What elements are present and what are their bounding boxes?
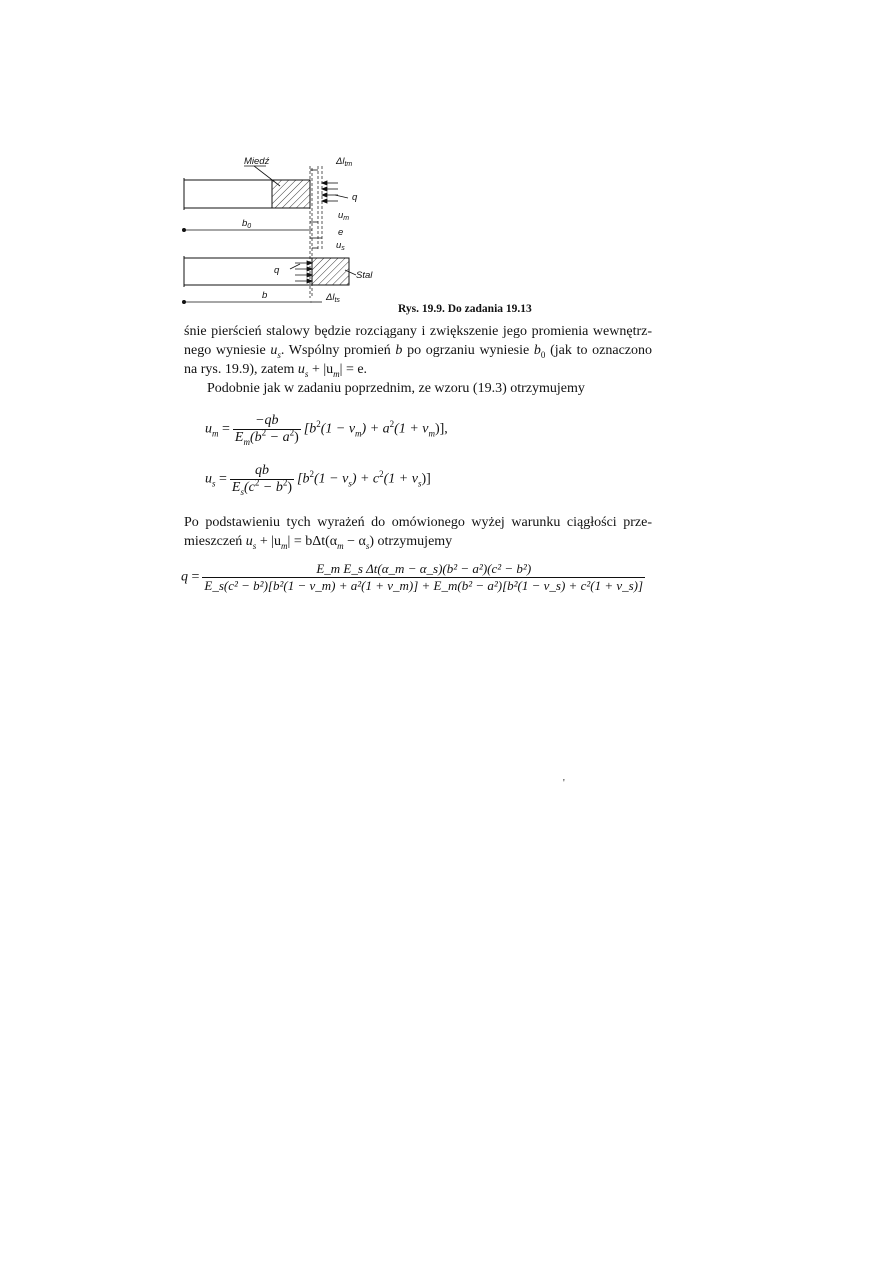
paragraph-2: Podobnie jak w zadaniu poprzednim, ze wzoru (19.3) otrzymujemy xyxy=(207,381,585,396)
equation-u-s: $u_s$ = $\frac{qb}{E_s(c^2 - b^2)}$ $[b^2(1 - \nu_s) + c^2(1 + \nu_s)]$ xyxy=(205,463,431,497)
label-q-top: q xyxy=(352,192,358,203)
ring-diagram-figure xyxy=(170,150,400,320)
upper-ring-group xyxy=(184,178,310,210)
label-u-s: $u_s$ xyxy=(336,240,345,252)
paragraph-3: Po podstawieniu tych wyrażeń do omówionego wyżej warunku ciągłości prze-mieszczeń $u_s + |u_m| = b\Delta t(\alpha_m - \alpha_s)$ otrzymujemy xyxy=(184,515,652,551)
figure-caption: Rys. 19.9. Do zadania 19.13 xyxy=(398,303,532,315)
label-b0: $b_0$ xyxy=(242,218,252,230)
label-stal: Stal xyxy=(356,270,373,281)
equation-u-m: $u_m$ = $\frac{-qb}{E_m(b^2 - a^2)}$ $[b^2(1 - \nu_m) + a^2(1 + \nu_m)]$, xyxy=(205,413,448,447)
lower-ring-group xyxy=(184,256,349,287)
stray-mark: ' xyxy=(563,778,565,789)
label-delta-l-tm: $\Delta l_{tm}$ xyxy=(336,156,353,168)
label-delta-l-ts: $\Delta l_{ts}$ xyxy=(326,292,340,304)
equation-q: q = E_m E_s Δt(α_m − α_s)(b² − a²)(c² − b²) E_s(c² − b²)[b²(1 − ν_m) + a²(1 + ν_m)] + E_m(b² − a²)[b²(1 − ν_s) + c²(1 + ν_s)] xyxy=(181,561,644,593)
equation-q-denominator: E_s(c² − b²)[b²(1 − ν_m) + a²(1 + ν_m)] + E_m(b² − a²)[b²(1 − ν_s) + c²(1 + ν_s)] xyxy=(204,578,644,593)
steel-ring-section xyxy=(312,258,349,285)
paragraph-1: śnie pierścień stalowy będzie rozciągany i zwiększenie jego promienia wewnętrz-nego wyniesie $u_s$. Wspólny promień b po ogrzaniu wyniesie $b_0$ (jak to oznaczono na rys. 19.9), zatem $u_s + |u_m| = e$. xyxy=(184,324,652,379)
label-miedz: Miedź xyxy=(244,156,270,167)
label-b: b xyxy=(262,290,268,301)
equation-q-numerator: E_m E_s Δt(α_m − α_s)(b² − a²)(c² − b²) xyxy=(316,561,532,576)
label-u-m: $u_m$ xyxy=(338,210,350,222)
label-q-bottom: q xyxy=(274,265,280,276)
label-e: e xyxy=(338,227,344,238)
